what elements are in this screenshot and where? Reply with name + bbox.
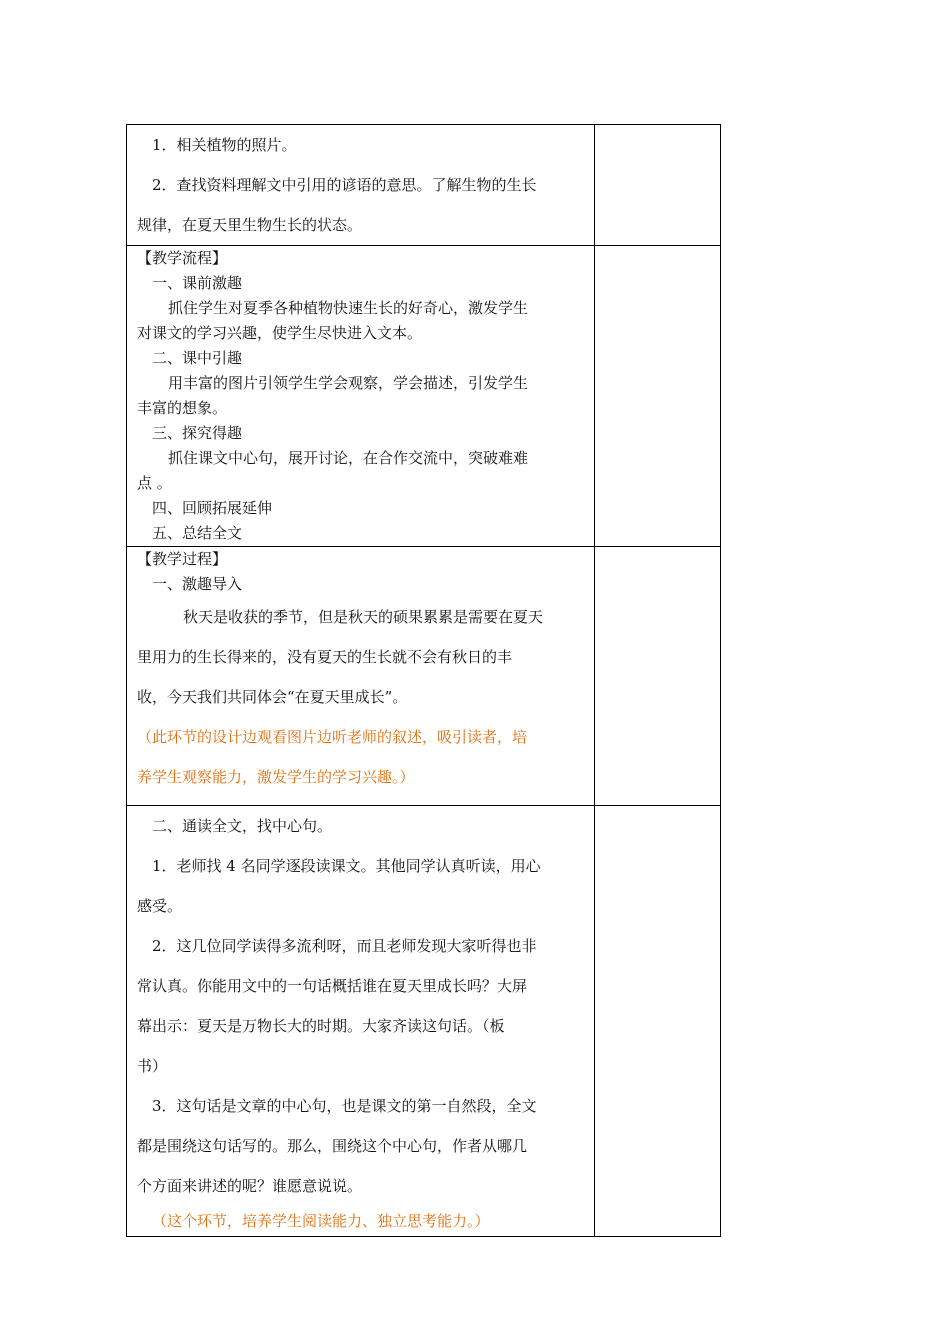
text-line: 五、总结全文	[152, 524, 243, 542]
text-line: 二、课中引趣	[152, 349, 243, 367]
text-line: 【教学过程】	[137, 550, 228, 568]
notes-cell	[595, 806, 721, 1237]
text-line: 用丰富的图片引领学生学会观察，学会描述，引发学生	[168, 374, 529, 392]
text-line: 里用力的生长得来的，没有夏天的生长就不会有秋日的丰	[137, 648, 513, 666]
notes-cell	[595, 246, 721, 547]
text-line: 收，今天我们共同体会“在夏天里成长”。	[137, 688, 408, 706]
cell-text	[127, 125, 594, 245]
text-line: 常认真。你能用文中的一句话概括谁在夏天里成长吗？大屏	[137, 977, 528, 995]
text-line: 3．这句话是文章的中心句，也是课文的第一自然段，全文	[152, 1097, 537, 1115]
text-line: 幕出示：夏天是万物长大的时期。大家齐读这句话。（板	[137, 1017, 505, 1035]
text-line: 一、激趣导入	[152, 575, 243, 593]
cell-text	[127, 246, 594, 546]
text-line: 1．老师找 4 名同学逐段读课文。其他同学认真听读，用心	[152, 857, 541, 875]
cell-text	[127, 547, 594, 797]
notes-cell	[595, 547, 721, 806]
text-line: 2．这几位同学读得多流利呀，而且老师发现大家听得也非	[152, 937, 537, 955]
notes-cell	[595, 125, 721, 246]
content-cell	[127, 125, 595, 246]
text-line: 2．查找资料理解文中引用的谚语的意思。了解生物的生长	[152, 176, 537, 194]
content-cell	[127, 806, 595, 1237]
table-row	[127, 547, 721, 806]
text-line: 对课文的学习兴趣，使学生尽快进入文本。	[137, 324, 423, 342]
lesson-plan-table	[126, 124, 721, 1237]
text-line: 抓住学生对夏季各种植物快速生长的好奇心，激发学生	[168, 299, 529, 317]
content-cell	[127, 246, 595, 547]
text-line: 四、回顾拓展延伸	[152, 499, 273, 517]
text-line: 个方面来讲述的呢？谁愿意说说。	[137, 1177, 363, 1195]
text-line: 抓住课文中心句，展开讨论，在合作交流中，突破难难	[168, 449, 529, 467]
text-line: 规律，在夏天里生物生长的状态。	[137, 216, 363, 234]
text-line: 秋天是收获的季节，但是秋天的硕果累累是需要在夏天	[183, 608, 544, 626]
text-line: 二、通读全文，找中心句。	[152, 817, 333, 835]
text-line: 三、探究得趣	[152, 424, 243, 442]
text-line: 书）	[137, 1057, 168, 1075]
content-cell	[127, 547, 595, 806]
teaching-note: 养学生观察能力，激发学生的学习兴趣。）	[137, 768, 415, 786]
text-line: 1．相关植物的照片。	[152, 136, 297, 154]
text-line: 一、课前激趣	[152, 274, 243, 292]
text-line: 点 。	[137, 474, 172, 492]
table-row	[127, 125, 721, 246]
text-line: 都是围绕这句话写的。那么，围绕这个中心句，作者从哪几	[137, 1137, 528, 1155]
teaching-note: （这个环节，培养学生阅读能力、独立思考能力。）	[152, 1212, 490, 1230]
table-row	[127, 246, 721, 547]
text-line: 感受。	[137, 897, 183, 915]
text-line: 【教学流程】	[137, 249, 228, 267]
table-row	[127, 806, 721, 1237]
cell-text	[127, 806, 594, 1236]
teaching-note: （此环节的设计边观看图片边听老师的叙述，吸引读者，培	[137, 728, 528, 746]
text-line: 丰富的想象。	[137, 399, 228, 417]
